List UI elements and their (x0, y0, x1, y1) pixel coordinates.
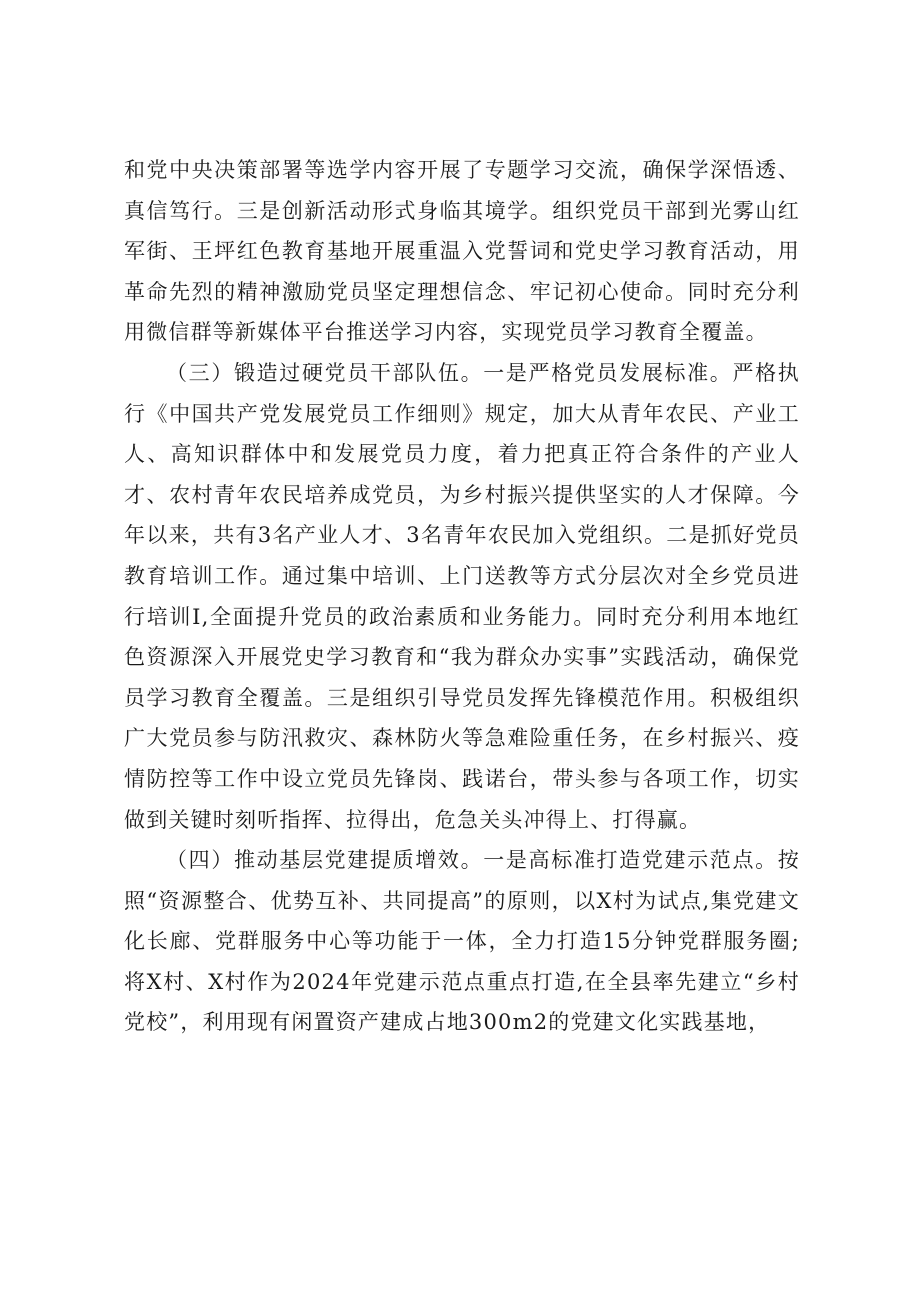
document-body (124, 150, 800, 1043)
paragraph-study-activities: 和党中央决策部署等选学内容开展了专题学习交流，确保学深悟透、真信笃行。三是创新活动形式身临其境学。组织党员干部到光雾山红军街、王坪红色教育基地开展重温入党誓词和党史学习教育活动，用革命先烈的精神激励党员坚定理想信念、牢记初心使命。同时充分利用微信群等新媒体平台推送学习内容，实现党员学习教育全覆盖。 (124, 158, 800, 345)
paragraph-grassroots-party-building: （四）推动基层党建提质增效。一是高标准打造党建示范点。按照“资源整合、优势互补、共同提高”的原则，以X村为试点,集党建文化长廊、党群服务中心等功能于一体，全力打造15分钟党群服务圈;将X村、X村作为2024年党建示范点重点打造,在全县率先建立“乡村党校”，利用现有闲置资产建成占地300m2的党建文化实践基地， (124, 848, 800, 1035)
paragraph-party-member-team: （三）锻造过硬党员干部队伍。一是严格党员发展标准。严格执行《中国共产党发展党员工作细则》规定，加大从青年农民、产业工人、高知识群体中和发展党员力度，着力把真正符合条件的产业人才、农村青年农民培养成党员，为乡村振兴提供坚实的人才保障。今年以来，共有3名产业人才、3名青年农民加入党组织。二是抓好党员教育培训工作。通过集中培训、上门送教等方式分层次对全乡党员进行培训I,全面提升党员的政治素质和业务能力。同时充分利用本地红色资源深入开展党史学习教育和“我为群众办实事”实践活动，确保党员学习教育全覆盖。三是组织引导党员发挥先锋模范作用。积极组织广大党员参与防汛救灾、森林防火等急难险重任务，在乡村振兴、疫情防控等工作中设立党员先锋岗、践诺台，带头参与各项工作，切实做到关键时刻听指挥、拉得出，危急关头冲得上、打得赢。 (124, 360, 800, 832)
